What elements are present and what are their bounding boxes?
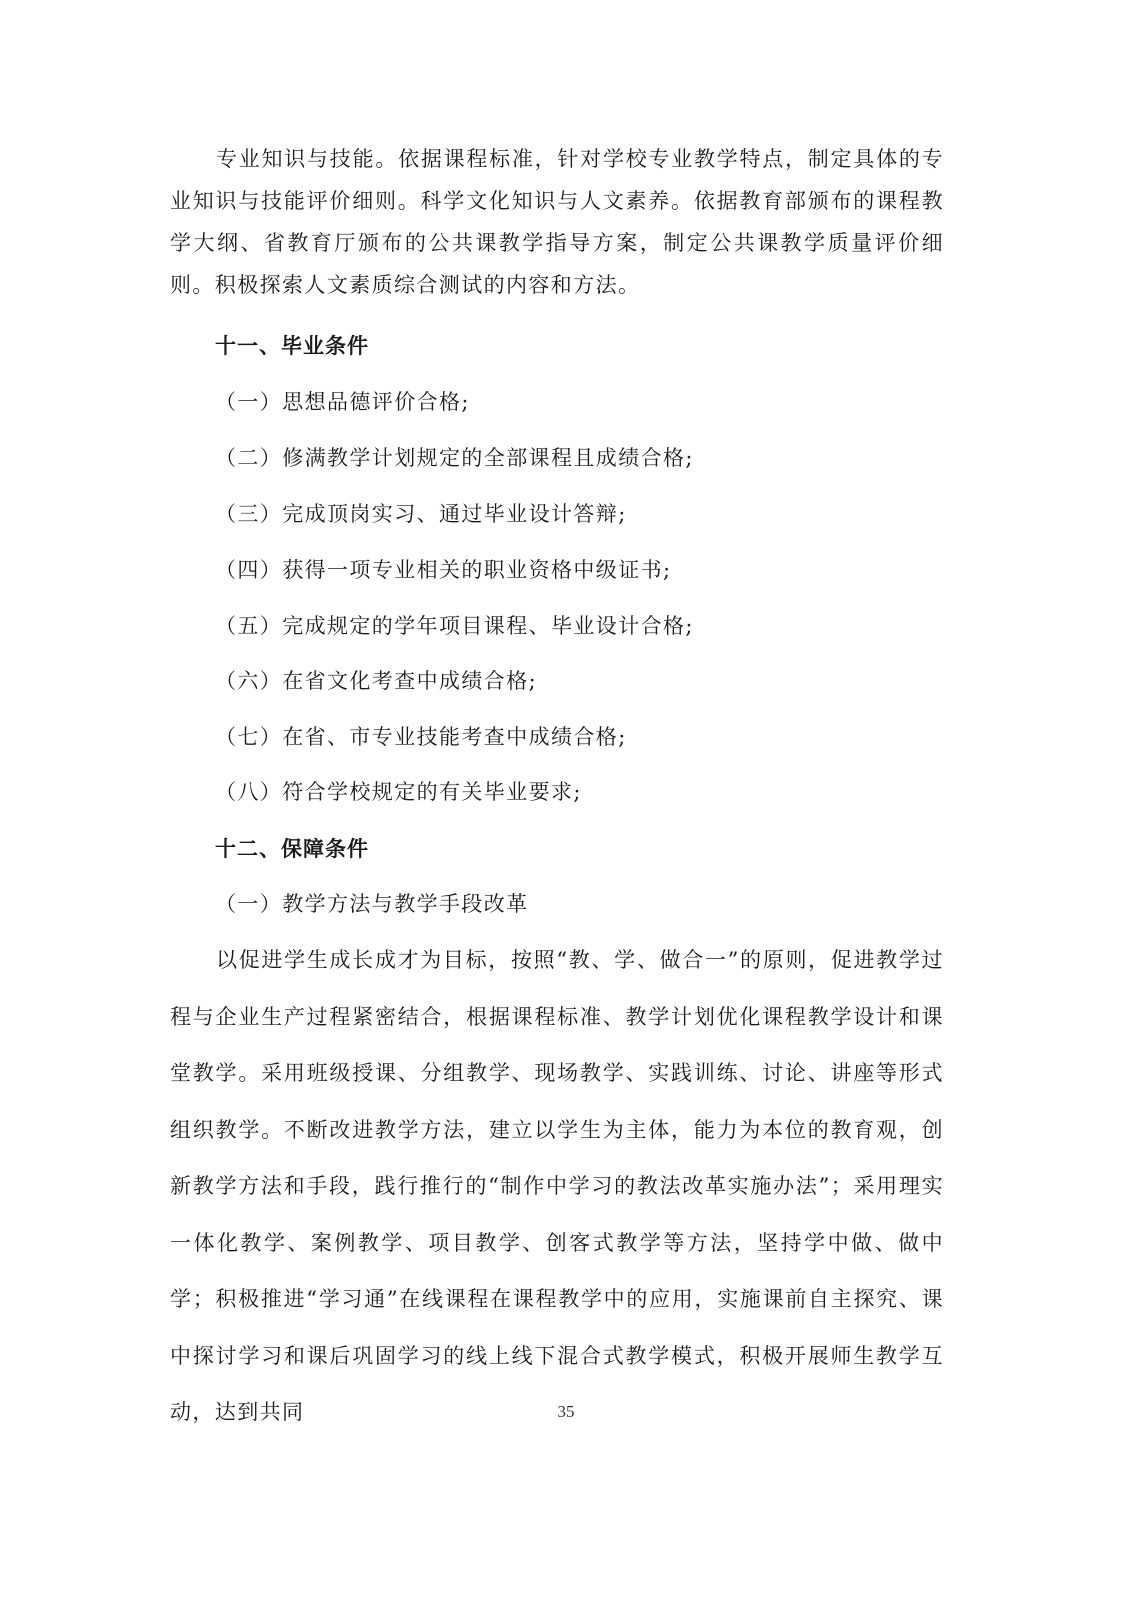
list-item: （五）完成规定的学年项目课程、毕业设计合格;	[215, 614, 694, 638]
list-item: （四）获得一项专业相关的职业资格中级证书;	[215, 558, 672, 582]
paragraph-evaluation: 专业知识与技能。依据课程标准，针对学校专业教学特点，制定具体的专业知识与技能评价细则。科学文化知识与人文素养。依据教育部颁布的课程教学大纲、省教育厅颁布的公共课教学指导方案，制定公共课教学质量评价细则。积极探索人文素质综合测试的内容和方法。	[170, 147, 944, 297]
list-item: （八）符合学校规定的有关毕业要求;	[215, 780, 582, 804]
section-heading-graduation: 十一、毕业条件	[215, 334, 369, 358]
list-item: （三）完成顶岗实习、通过毕业设计答辩;	[215, 502, 627, 526]
list-item: （七）在省、市专业技能考查中成绩合格;	[215, 725, 627, 749]
list-item: （二）修满教学计划规定的全部课程且成绩合格;	[215, 446, 694, 470]
page-number: 35	[557, 1402, 575, 1421]
section-heading-support: 十二、保障条件	[215, 837, 369, 861]
subsection-heading-teaching-methods: （一）教学方法与教学手段改革	[215, 892, 529, 916]
paragraph-teaching-methods: 以促进学生成长成才为目标，按照“教、学、做合一”的原则，促进教学过程与企业生产过程紧密结合，根据课程标准、教学计划优化课程教学设计和课堂教学。采用班级授课、分组教学、现场教学、实践训练、讨论、讲座等形式组织教学。不断改进教学方法，建立以学生为主体，能力为本位的教育观，创新教学方法和手段，践行推行的“制作中学习的教法改革实施办法”；采用理实一体化教学、案例教学、项目教学、创客式教学等方法，坚持学中做、做中学；积极推进“学习通”在线课程在课程教学中的应用，实施课前自主探究、课中探讨学习和课后巩固学习的线上线下混合式教学模式，积极开展师生教学互动，达到共同	[170, 948, 944, 1424]
list-item: （六）在省文化考查中成绩合格;	[215, 669, 538, 693]
list-item: （一）思想品德评价合格;	[215, 390, 470, 414]
